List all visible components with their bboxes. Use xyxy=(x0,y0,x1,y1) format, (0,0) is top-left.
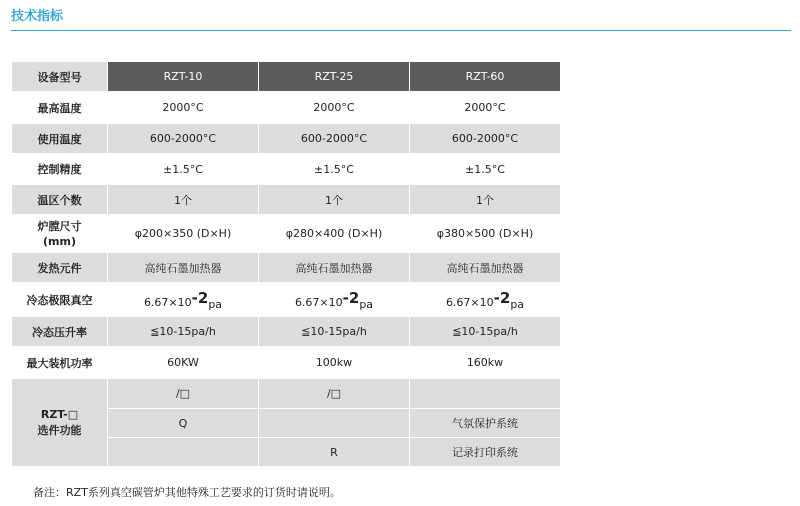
footnote: 备注：RZT系列真空碳管炉其他特殊工艺要求的订货时请说明。 xyxy=(33,486,341,499)
vacuum-cell xyxy=(108,283,259,317)
section-title: 技术指标 xyxy=(11,9,64,24)
table-cell: ≦10-15pa/h xyxy=(259,317,410,347)
row-label: 控制精度 xyxy=(12,154,108,185)
row-label: 冷态压升率 xyxy=(12,317,108,347)
options-label-text: 选件功能 xyxy=(37,423,82,437)
table-row xyxy=(12,283,561,317)
table-cell: 高纯石墨加热器 xyxy=(410,253,561,283)
table-row xyxy=(12,154,561,185)
option-cell: Q xyxy=(108,409,259,438)
options-label-model: RZT-□ xyxy=(40,407,79,421)
vacuum-unit: pa xyxy=(510,297,525,311)
table-row xyxy=(12,92,561,124)
table-header-row xyxy=(12,62,561,92)
table-cell: 600-2000°C xyxy=(410,124,561,154)
vacuum-base: 6.67×10 xyxy=(143,295,192,309)
option-cell: 记录打印系统 xyxy=(410,438,561,467)
option-cell xyxy=(108,438,259,467)
spec-table xyxy=(11,61,561,467)
option-cell xyxy=(259,409,410,438)
options-label-cell xyxy=(12,379,108,467)
table-cell: φ380×500 (D×H) xyxy=(410,215,561,253)
model-header-rzt-10: RZT-10 xyxy=(108,62,259,92)
table-row xyxy=(12,185,561,215)
table-cell: ±1.5°C xyxy=(410,154,561,185)
vacuum-unit: pa xyxy=(359,297,374,311)
row-label: 发热元件 xyxy=(12,253,108,283)
option-cell: /□ xyxy=(259,379,410,409)
table-cell: 1个 xyxy=(410,185,561,215)
table-cell: 1个 xyxy=(259,185,410,215)
table-cell: 160kw xyxy=(410,347,561,379)
table-cell: 2000°C xyxy=(259,92,410,124)
model-header-rzt-60: RZT-60 xyxy=(410,62,561,92)
table-row xyxy=(12,347,561,379)
table-row xyxy=(12,124,561,154)
vacuum-exponent: -2 xyxy=(342,288,360,307)
vacuum-base: 6.67×10 xyxy=(445,295,494,309)
row-label: 最高温度 xyxy=(12,92,108,124)
table-row xyxy=(12,317,561,347)
vacuum-exponent: -2 xyxy=(191,288,209,307)
option-cell: 气氛保护系统 xyxy=(410,409,561,438)
vacuum-exponent: -2 xyxy=(493,288,511,307)
table-cell: ≦10-15pa/h xyxy=(108,317,259,347)
options-row xyxy=(12,379,561,409)
row-label: 温区个数 xyxy=(12,185,108,215)
table-cell: ≦10-15pa/h xyxy=(410,317,561,347)
row-label: 冷态极限真空 xyxy=(12,283,108,317)
table-cell: 100kw xyxy=(259,347,410,379)
table-cell: 高纯石墨加热器 xyxy=(108,253,259,283)
table-cell: 1个 xyxy=(108,185,259,215)
table-cell: φ280×400 (D×H) xyxy=(259,215,410,253)
option-cell: R xyxy=(259,438,410,467)
table-row xyxy=(12,215,561,253)
option-cell: /□ xyxy=(108,379,259,409)
row-label: 炉膛尺寸 (mm) xyxy=(12,215,108,253)
model-header-rzt-25: RZT-25 xyxy=(259,62,410,92)
vacuum-cell xyxy=(410,283,561,317)
table-cell: ±1.5°C xyxy=(259,154,410,185)
header-corner-cell: 设备型号 xyxy=(12,62,108,92)
option-cell xyxy=(410,379,561,409)
vacuum-cell xyxy=(259,283,410,317)
table-cell: 600-2000°C xyxy=(259,124,410,154)
vacuum-unit: pa xyxy=(208,297,223,311)
table-row xyxy=(12,253,561,283)
table-cell: 2000°C xyxy=(410,92,561,124)
vacuum-base: 6.67×10 xyxy=(294,295,343,309)
table-cell: ±1.5°C xyxy=(108,154,259,185)
row-label: 使用温度 xyxy=(12,124,108,154)
table-cell: 60KW xyxy=(108,347,259,379)
row-label: 最大装机功率 xyxy=(12,347,108,379)
table-cell: 2000°C xyxy=(108,92,259,124)
table-cell: 600-2000°C xyxy=(108,124,259,154)
title-divider xyxy=(11,30,791,31)
table-cell: 高纯石墨加热器 xyxy=(259,253,410,283)
table-cell: φ200×350 (D×H) xyxy=(108,215,259,253)
